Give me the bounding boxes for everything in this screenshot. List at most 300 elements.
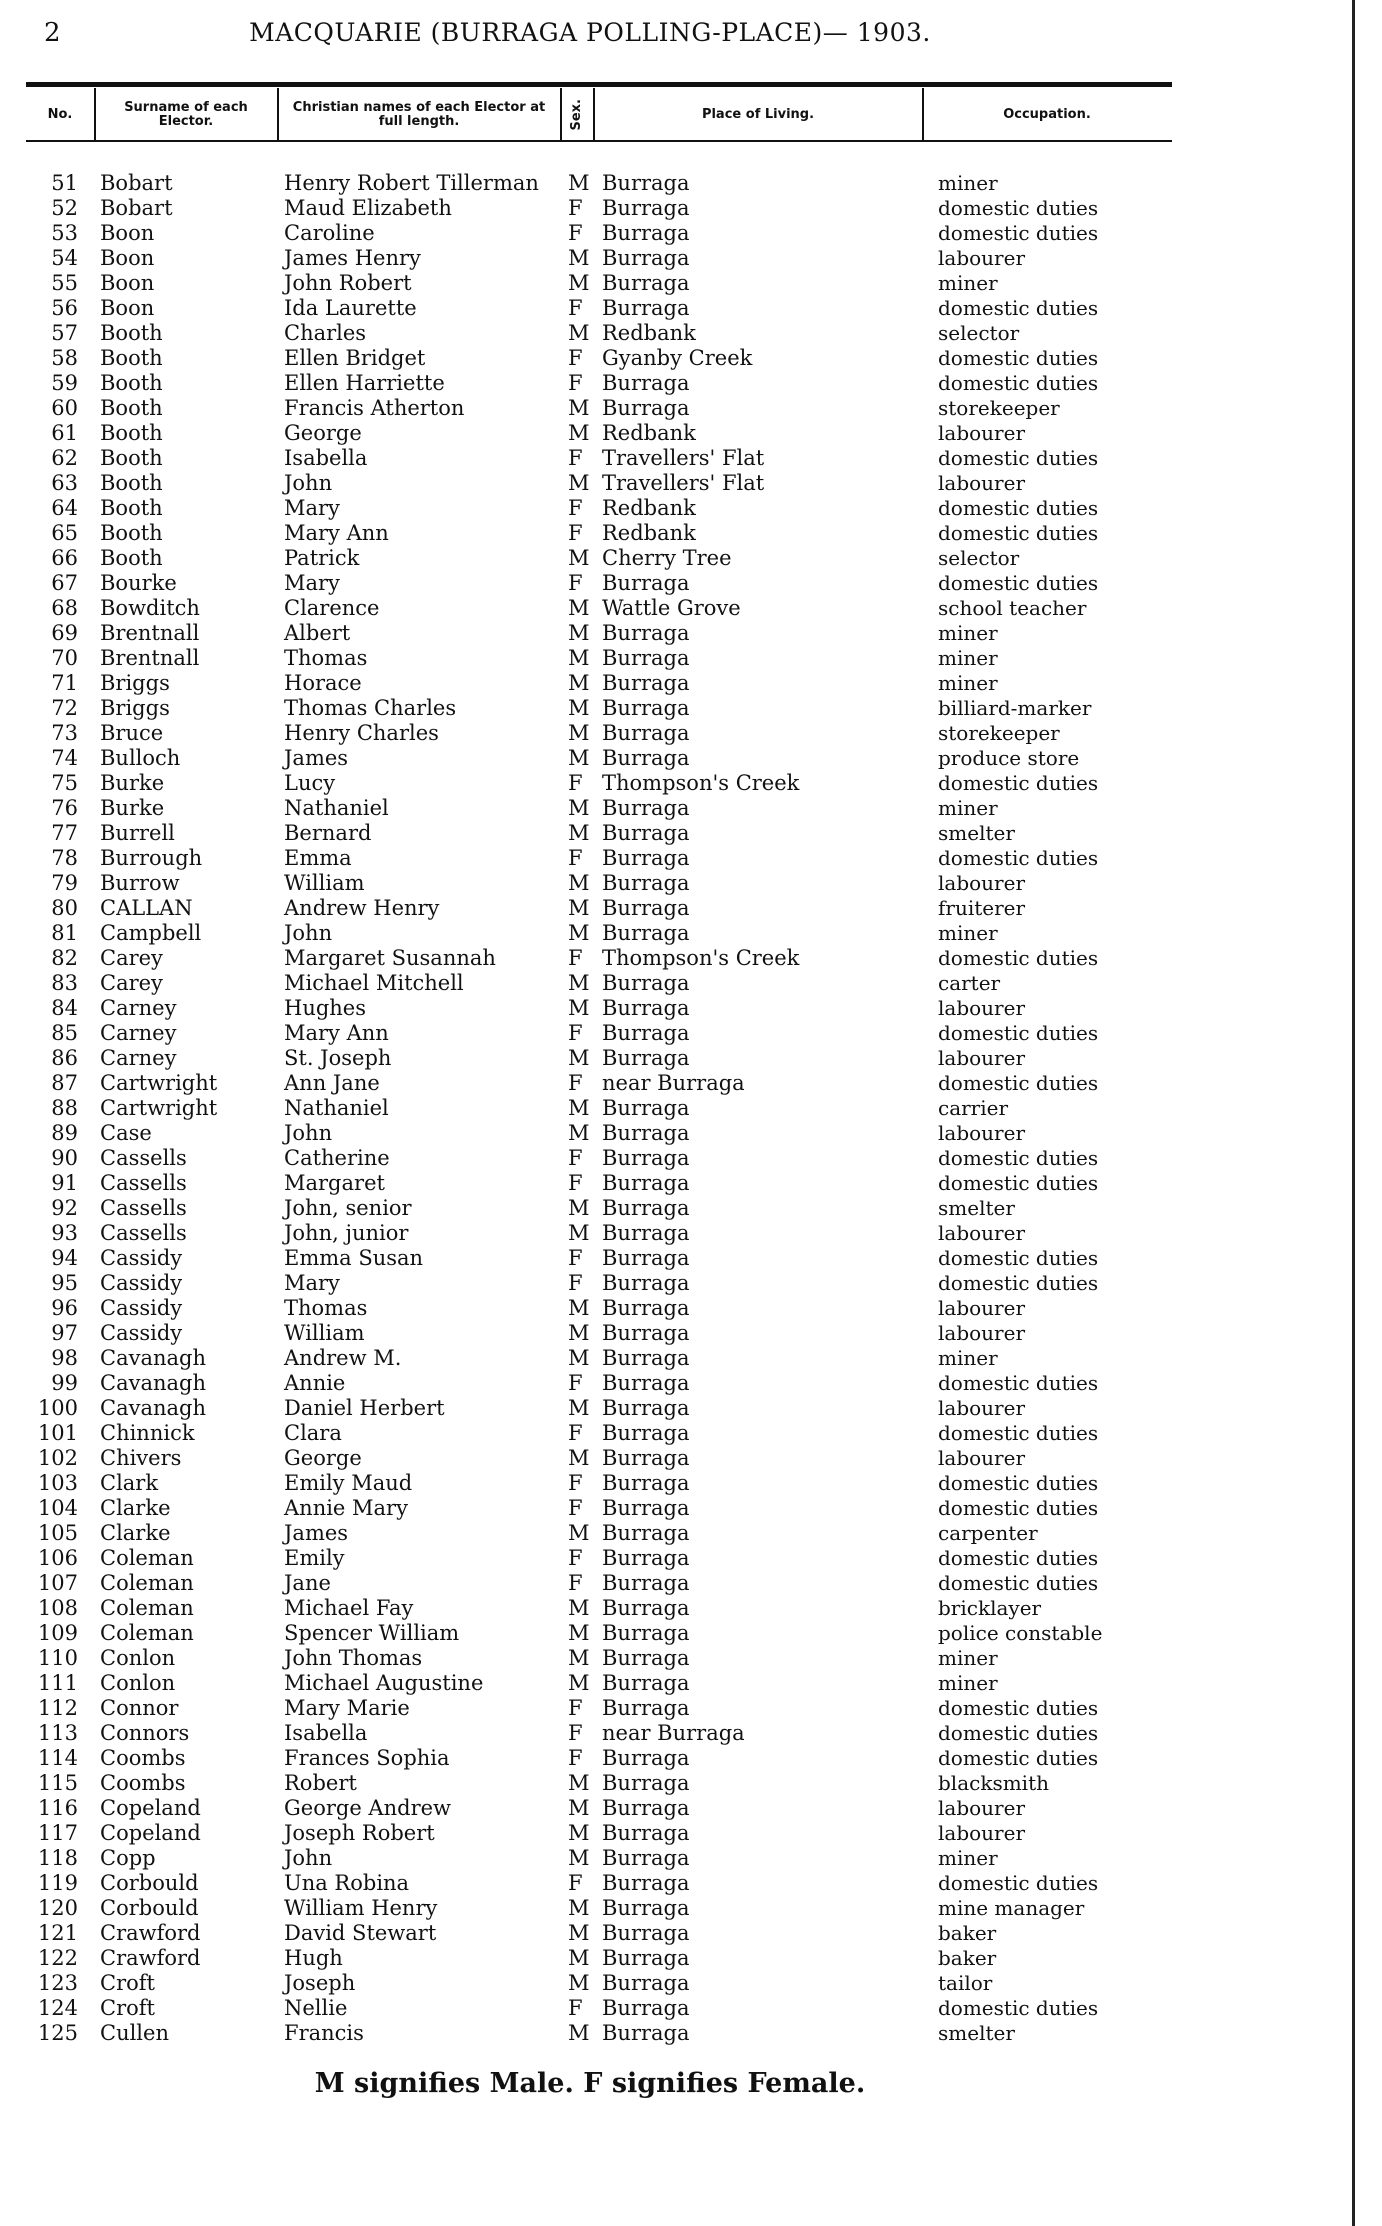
elector-surname: Briggs bbox=[100, 671, 170, 695]
elector-christian-names: Annie Mary bbox=[284, 1496, 408, 1520]
elector-occupation: miner bbox=[938, 1846, 998, 1870]
elector-number: 58 bbox=[51, 346, 78, 370]
elector-occupation: miner bbox=[938, 171, 998, 195]
elector-sex: F bbox=[568, 571, 583, 595]
elector-row bbox=[0, 746, 1180, 771]
elector-surname: Crawford bbox=[100, 1946, 201, 1970]
elector-place: Burraga bbox=[602, 1596, 690, 1620]
elector-place: near Burraga bbox=[602, 1721, 745, 1745]
elector-surname: Campbell bbox=[100, 921, 202, 945]
elector-sex: M bbox=[568, 1821, 590, 1845]
elector-occupation: domestic duties bbox=[938, 1171, 1099, 1195]
elector-christian-names: Nellie bbox=[284, 1996, 348, 2020]
elector-number: 84 bbox=[51, 996, 78, 1020]
elector-surname: Connor bbox=[100, 1696, 179, 1720]
elector-row bbox=[0, 471, 1180, 496]
elector-surname: Cassidy bbox=[100, 1246, 183, 1270]
elector-row bbox=[0, 1746, 1180, 1771]
page-number: 2 bbox=[44, 18, 61, 48]
elector-row bbox=[0, 421, 1180, 446]
elector-sex: F bbox=[568, 1171, 583, 1195]
elector-occupation: domestic duties bbox=[938, 1546, 1099, 1570]
elector-row bbox=[0, 1171, 1180, 1196]
elector-sex: F bbox=[568, 371, 583, 395]
elector-surname: Boon bbox=[100, 246, 155, 270]
elector-sex: F bbox=[568, 346, 583, 370]
elector-occupation: domestic duties bbox=[938, 196, 1099, 220]
elector-christian-names: Daniel Herbert bbox=[284, 1396, 445, 1420]
elector-occupation: miner bbox=[938, 646, 998, 670]
elector-number: 124 bbox=[37, 1996, 78, 2020]
elector-surname: Cartwright bbox=[100, 1071, 218, 1095]
elector-row bbox=[0, 1671, 1180, 1696]
elector-number: 86 bbox=[51, 1046, 78, 1070]
elector-occupation: labourer bbox=[938, 1396, 1026, 1420]
elector-number: 71 bbox=[51, 671, 78, 695]
elector-number: 122 bbox=[37, 1946, 78, 1970]
elector-occupation: domestic duties bbox=[938, 496, 1099, 520]
elector-occupation: miner bbox=[938, 621, 998, 645]
elector-surname: Copeland bbox=[100, 1821, 201, 1845]
elector-sex: M bbox=[568, 1771, 590, 1795]
elector-sex: F bbox=[568, 1146, 583, 1170]
elector-christian-names: Mary bbox=[284, 1271, 340, 1295]
elector-row bbox=[0, 346, 1180, 371]
elector-christian-names: Joseph bbox=[284, 1971, 356, 1995]
elector-sex: M bbox=[568, 2021, 590, 2045]
elector-occupation: labourer bbox=[938, 421, 1026, 445]
elector-occupation: domestic duties bbox=[938, 571, 1099, 595]
elector-row bbox=[0, 1496, 1180, 1521]
elector-sex: M bbox=[568, 1671, 590, 1695]
elector-place: Burraga bbox=[602, 1696, 690, 1720]
elector-sex: F bbox=[568, 521, 583, 545]
elector-surname: Conlon bbox=[100, 1671, 176, 1695]
elector-surname: Carey bbox=[100, 946, 163, 970]
elector-place: Burraga bbox=[602, 1121, 690, 1145]
elector-surname: Bobart bbox=[100, 196, 173, 220]
elector-sex: F bbox=[568, 446, 583, 470]
elector-occupation: labourer bbox=[938, 1321, 1026, 1345]
elector-sex: M bbox=[568, 921, 590, 945]
elector-place: Burraga bbox=[602, 1171, 690, 1195]
elector-place: Burraga bbox=[602, 1046, 690, 1070]
elector-sex: M bbox=[568, 596, 590, 620]
elector-place: Burraga bbox=[602, 1346, 690, 1370]
elector-surname: Coleman bbox=[100, 1571, 194, 1595]
elector-christian-names: Robert bbox=[284, 1771, 357, 1795]
elector-number: 120 bbox=[37, 1896, 78, 1920]
elector-row bbox=[0, 596, 1180, 621]
elector-place: Burraga bbox=[602, 271, 690, 295]
elector-surname: Clarke bbox=[100, 1496, 171, 1520]
elector-row bbox=[0, 2021, 1180, 2046]
elector-surname: Cassells bbox=[100, 1221, 187, 1245]
elector-sex: M bbox=[568, 1846, 590, 1870]
elector-row bbox=[0, 1846, 1180, 1871]
elector-christian-names: Clarence bbox=[284, 596, 380, 620]
elector-surname: Coleman bbox=[100, 1621, 194, 1645]
elector-surname: Booth bbox=[100, 321, 163, 345]
elector-sex: F bbox=[568, 1246, 583, 1270]
elector-surname: Burrow bbox=[100, 871, 180, 895]
elector-place: Burraga bbox=[602, 1246, 690, 1270]
elector-number: 91 bbox=[51, 1171, 78, 1195]
elector-christian-names: Emily Maud bbox=[284, 1471, 413, 1495]
elector-row bbox=[0, 521, 1180, 546]
header-bottom-rule bbox=[26, 140, 1172, 142]
elector-christian-names: Isabella bbox=[284, 1721, 368, 1745]
elector-surname: Burrough bbox=[100, 846, 203, 870]
elector-christian-names: Mary Marie bbox=[284, 1696, 410, 1720]
col-header-place: Place of Living. bbox=[701, 107, 815, 122]
elector-occupation: blacksmith bbox=[938, 1771, 1049, 1795]
elector-number: 101 bbox=[37, 1421, 78, 1445]
elector-row bbox=[0, 946, 1180, 971]
elector-sex: M bbox=[568, 1796, 590, 1820]
elector-occupation: domestic duties bbox=[938, 296, 1099, 320]
elector-sex: F bbox=[568, 296, 583, 320]
elector-sex: F bbox=[568, 1471, 583, 1495]
running-title: MACQUARIE (BURRAGA POLLING-PLACE)— 1903. bbox=[249, 18, 931, 47]
elector-occupation: smelter bbox=[938, 821, 1015, 845]
elector-number: 70 bbox=[51, 646, 78, 670]
elector-place: Burraga bbox=[602, 1621, 690, 1645]
elector-surname: Coombs bbox=[100, 1771, 186, 1795]
elector-surname: Clarke bbox=[100, 1521, 171, 1545]
elector-place: Burraga bbox=[602, 1546, 690, 1570]
elector-place: Burraga bbox=[602, 1221, 690, 1245]
elector-surname: Crawford bbox=[100, 1921, 201, 1945]
elector-occupation: labourer bbox=[938, 996, 1026, 1020]
elector-number: 125 bbox=[37, 2021, 78, 2045]
elector-christian-names: David Stewart bbox=[284, 1921, 437, 1945]
elector-number: 88 bbox=[51, 1096, 78, 1120]
elector-sex: M bbox=[568, 321, 590, 345]
elector-occupation: tailor bbox=[938, 1971, 993, 1995]
elector-occupation: domestic duties bbox=[938, 1721, 1099, 1745]
elector-surname: Clark bbox=[100, 1471, 159, 1495]
elector-occupation: domestic duties bbox=[938, 371, 1099, 395]
elector-number: 115 bbox=[37, 1771, 78, 1795]
elector-row bbox=[0, 196, 1180, 221]
elector-occupation: produce store bbox=[938, 746, 1080, 770]
elector-number: 60 bbox=[51, 396, 78, 420]
elector-surname: Booth bbox=[100, 346, 163, 370]
elector-number: 121 bbox=[37, 1921, 78, 1945]
col-header-surname: Surname of each Elector. bbox=[124, 100, 248, 129]
elector-place: Burraga bbox=[602, 1846, 690, 1870]
elector-surname: Carney bbox=[100, 996, 177, 1020]
elector-christian-names: George bbox=[284, 1446, 362, 1470]
elector-row bbox=[0, 1546, 1180, 1571]
elector-place: Burraga bbox=[602, 171, 690, 195]
elector-surname: Briggs bbox=[100, 696, 170, 720]
elector-christian-names: Hugh bbox=[284, 1946, 343, 1970]
elector-occupation: domestic duties bbox=[938, 1371, 1099, 1395]
elector-surname: Booth bbox=[100, 371, 163, 395]
elector-occupation: domestic duties bbox=[938, 1571, 1099, 1595]
col-header-occupation: Occupation. bbox=[1003, 107, 1091, 122]
elector-row bbox=[0, 671, 1180, 696]
elector-christian-names: John, junior bbox=[284, 1221, 409, 1245]
elector-surname: Carney bbox=[100, 1021, 177, 1045]
elector-row bbox=[0, 221, 1180, 246]
elector-surname: Bulloch bbox=[100, 746, 181, 770]
elector-number: 99 bbox=[51, 1371, 78, 1395]
elector-christian-names: Thomas Charles bbox=[284, 696, 457, 720]
elector-row bbox=[0, 921, 1180, 946]
elector-christian-names: Jane bbox=[284, 1571, 331, 1595]
elector-occupation: bricklayer bbox=[938, 1596, 1042, 1620]
elector-sex: M bbox=[568, 1121, 590, 1145]
elector-surname: Burrell bbox=[100, 821, 175, 845]
elector-sex: M bbox=[568, 271, 590, 295]
elector-row bbox=[0, 846, 1180, 871]
elector-place: Burraga bbox=[602, 1396, 690, 1420]
elector-number: 51 bbox=[51, 171, 78, 195]
elector-surname: Booth bbox=[100, 396, 163, 420]
elector-place: Wattle Grove bbox=[602, 596, 741, 620]
elector-sex: M bbox=[568, 796, 590, 820]
elector-sex: F bbox=[568, 1696, 583, 1720]
elector-christian-names: Patrick bbox=[284, 546, 360, 570]
elector-occupation: smelter bbox=[938, 2021, 1015, 2045]
elector-row bbox=[0, 1396, 1180, 1421]
elector-sex: M bbox=[568, 546, 590, 570]
elector-surname: Boon bbox=[100, 296, 155, 320]
elector-christian-names: John Robert bbox=[284, 271, 412, 295]
elector-sex: F bbox=[568, 1721, 583, 1745]
elector-place: Burraga bbox=[602, 1321, 690, 1345]
elector-row bbox=[0, 246, 1180, 271]
elector-row bbox=[0, 1346, 1180, 1371]
elector-surname: Connors bbox=[100, 1721, 190, 1745]
elector-occupation: miner bbox=[938, 1671, 998, 1695]
elector-sex: M bbox=[568, 471, 590, 495]
elector-sex: M bbox=[568, 721, 590, 745]
elector-sex: F bbox=[568, 496, 583, 520]
elector-number: 116 bbox=[37, 1796, 78, 1820]
elector-row bbox=[0, 171, 1180, 196]
elector-surname: Cartwright bbox=[100, 1096, 218, 1120]
elector-occupation: domestic duties bbox=[938, 1696, 1099, 1720]
elector-christian-names: Andrew M. bbox=[284, 1346, 402, 1370]
elector-occupation: domestic duties bbox=[938, 1996, 1099, 2020]
elector-occupation: storekeeper bbox=[938, 721, 1060, 745]
col-header-no: No. bbox=[47, 107, 73, 122]
elector-row bbox=[0, 1921, 1180, 1946]
elector-occupation: domestic duties bbox=[938, 1246, 1099, 1270]
elector-sex: M bbox=[568, 971, 590, 995]
elector-number: 123 bbox=[37, 1971, 78, 1995]
elector-surname: Boon bbox=[100, 221, 155, 245]
elector-surname: Cavanagh bbox=[100, 1346, 206, 1370]
elector-occupation: domestic duties bbox=[938, 1146, 1099, 1170]
elector-christian-names: Lucy bbox=[284, 771, 336, 795]
elector-sex: M bbox=[568, 1921, 590, 1945]
elector-place: Cherry Tree bbox=[602, 546, 732, 570]
elector-surname: Carey bbox=[100, 971, 163, 995]
elector-number: 69 bbox=[51, 621, 78, 645]
elector-surname: Copeland bbox=[100, 1796, 201, 1820]
elector-christian-names: Andrew Henry bbox=[284, 896, 440, 920]
elector-surname: Coombs bbox=[100, 1746, 186, 1770]
elector-place: Burraga bbox=[602, 621, 690, 645]
elector-sex: F bbox=[568, 1071, 583, 1095]
elector-occupation: carter bbox=[938, 971, 1001, 995]
elector-place: Gyanby Creek bbox=[602, 346, 753, 370]
elector-row bbox=[0, 296, 1180, 321]
elector-sex: M bbox=[568, 821, 590, 845]
elector-number: 110 bbox=[37, 1646, 78, 1670]
elector-place: Redbank bbox=[602, 521, 696, 545]
elector-place: Burraga bbox=[602, 1421, 690, 1445]
elector-sex: M bbox=[568, 246, 590, 270]
elector-number: 56 bbox=[51, 296, 78, 320]
elector-occupation: domestic duties bbox=[938, 771, 1099, 795]
elector-number: 85 bbox=[51, 1021, 78, 1045]
elector-list bbox=[0, 171, 1180, 2046]
elector-place: Burraga bbox=[602, 1821, 690, 1845]
elector-place: Burraga bbox=[602, 1796, 690, 1820]
elector-sex: M bbox=[568, 1096, 590, 1120]
elector-christian-names: John bbox=[284, 1121, 333, 1145]
elector-row bbox=[0, 1071, 1180, 1096]
elector-christian-names: Spencer William bbox=[284, 1621, 460, 1645]
footnote: M signifies Male. F signifies Female. bbox=[314, 2068, 866, 2099]
elector-surname: Carney bbox=[100, 1046, 177, 1070]
elector-number: 66 bbox=[51, 546, 78, 570]
elector-surname: Booth bbox=[100, 521, 163, 545]
elector-sex: F bbox=[568, 1746, 583, 1770]
elector-surname: Coleman bbox=[100, 1596, 194, 1620]
elector-number: 74 bbox=[51, 746, 78, 770]
elector-surname: Bourke bbox=[100, 571, 177, 595]
elector-number: 54 bbox=[51, 246, 78, 270]
elector-occupation: miner bbox=[938, 271, 998, 295]
elector-surname: Case bbox=[100, 1121, 152, 1145]
elector-sex: F bbox=[568, 846, 583, 870]
elector-number: 61 bbox=[51, 421, 78, 445]
elector-occupation: labourer bbox=[938, 471, 1026, 495]
elector-occupation: smelter bbox=[938, 1196, 1015, 1220]
elector-place: Burraga bbox=[602, 1771, 690, 1795]
elector-number: 77 bbox=[51, 821, 78, 845]
elector-christian-names: Mary Ann bbox=[284, 1021, 389, 1045]
elector-place: Burraga bbox=[602, 1671, 690, 1695]
elector-row bbox=[0, 1296, 1180, 1321]
elector-surname: Booth bbox=[100, 546, 163, 570]
elector-surname: Corbould bbox=[100, 1871, 199, 1895]
elector-sex: M bbox=[568, 896, 590, 920]
elector-number: 81 bbox=[51, 921, 78, 945]
elector-row bbox=[0, 971, 1180, 996]
elector-row bbox=[0, 1221, 1180, 1246]
elector-christian-names: Hughes bbox=[284, 996, 367, 1020]
elector-surname: Cassidy bbox=[100, 1296, 183, 1320]
elector-place: Burraga bbox=[602, 796, 690, 820]
elector-row bbox=[0, 1421, 1180, 1446]
elector-number: 103 bbox=[37, 1471, 78, 1495]
elector-place: Thompson's Creek bbox=[602, 771, 800, 795]
elector-number: 83 bbox=[51, 971, 78, 995]
elector-surname: Brentnall bbox=[100, 646, 200, 670]
header-top-rule bbox=[26, 82, 1172, 87]
elector-place: Burraga bbox=[602, 846, 690, 870]
elector-christian-names: Margaret bbox=[284, 1171, 385, 1195]
elector-row bbox=[0, 1371, 1180, 1396]
elector-number: 107 bbox=[37, 1571, 78, 1595]
elector-row bbox=[0, 571, 1180, 596]
elector-number: 80 bbox=[51, 896, 78, 920]
elector-number: 114 bbox=[37, 1746, 78, 1770]
elector-sex: M bbox=[568, 1521, 590, 1545]
elector-number: 118 bbox=[37, 1846, 78, 1870]
page-edge-line bbox=[1352, 0, 1355, 2226]
elector-occupation: miner bbox=[938, 1646, 998, 1670]
elector-sex: M bbox=[568, 396, 590, 420]
elector-row bbox=[0, 1321, 1180, 1346]
elector-row bbox=[0, 621, 1180, 646]
elector-row bbox=[0, 1246, 1180, 1271]
elector-occupation: miner bbox=[938, 796, 998, 820]
elector-occupation: miner bbox=[938, 1346, 998, 1370]
col-header-christian: Christian names of each Elector at full length. bbox=[292, 100, 546, 129]
elector-occupation: baker bbox=[938, 1946, 997, 1970]
elector-surname: Burke bbox=[100, 771, 165, 795]
elector-number: 64 bbox=[51, 496, 78, 520]
elector-christian-names: George Andrew bbox=[284, 1796, 452, 1820]
elector-christian-names: Ellen Harriette bbox=[284, 371, 445, 395]
elector-sex: M bbox=[568, 1296, 590, 1320]
elector-place: Burraga bbox=[602, 221, 690, 245]
elector-christian-names: Thomas bbox=[284, 646, 368, 670]
elector-surname: Copp bbox=[100, 1846, 156, 1870]
elector-surname: Chinnick bbox=[100, 1421, 195, 1445]
elector-occupation: labourer bbox=[938, 1446, 1026, 1470]
elector-row bbox=[0, 271, 1180, 296]
elector-occupation: mine manager bbox=[938, 1896, 1085, 1920]
elector-sex: M bbox=[568, 171, 590, 195]
elector-occupation: billiard-marker bbox=[938, 696, 1092, 720]
elector-row bbox=[0, 996, 1180, 1021]
elector-sex: M bbox=[568, 1321, 590, 1345]
elector-place: Burraga bbox=[602, 1021, 690, 1045]
elector-row bbox=[0, 771, 1180, 796]
elector-occupation: domestic duties bbox=[938, 521, 1099, 545]
elector-christian-names: Henry Robert Tillerman bbox=[284, 171, 539, 195]
elector-occupation: storekeeper bbox=[938, 396, 1060, 420]
elector-place: Burraga bbox=[602, 371, 690, 395]
elector-row bbox=[0, 1121, 1180, 1146]
elector-surname: Booth bbox=[100, 421, 163, 445]
elector-occupation: police constable bbox=[938, 1621, 1103, 1645]
elector-occupation: carrier bbox=[938, 1096, 1009, 1120]
elector-row bbox=[0, 1021, 1180, 1046]
elector-place: Redbank bbox=[602, 321, 696, 345]
elector-number: 109 bbox=[37, 1621, 78, 1645]
elector-number: 102 bbox=[37, 1446, 78, 1470]
elector-surname: Bobart bbox=[100, 171, 173, 195]
elector-occupation: carpenter bbox=[938, 1521, 1038, 1545]
elector-surname: Conlon bbox=[100, 1646, 176, 1670]
elector-surname: CALLAN bbox=[100, 896, 193, 920]
elector-christian-names: Una Robina bbox=[284, 1871, 410, 1895]
elector-place: Thompson's Creek bbox=[602, 946, 800, 970]
elector-place: Burraga bbox=[602, 646, 690, 670]
elector-number: 92 bbox=[51, 1196, 78, 1220]
